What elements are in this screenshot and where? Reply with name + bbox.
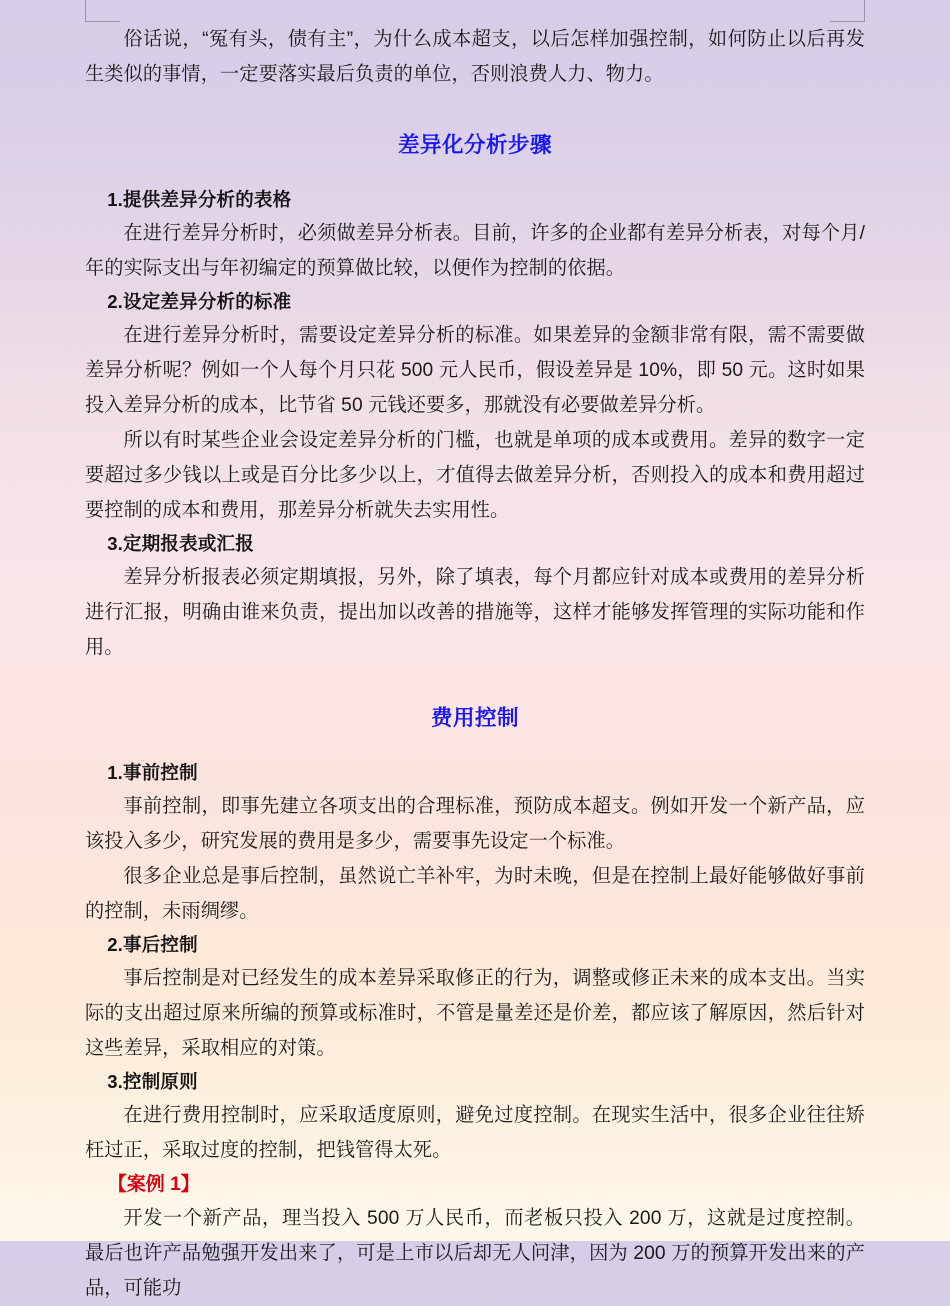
sub-heading-set-variance-standard: 2.设定差异分析的标准 (107, 291, 292, 312)
case-paragraph: 开发一个新产品，理当投入 500 万人民币，而老板只投入 200 万，这就是过度控制。最后也许产品勉强开发出来了，可是上市以后却无人问津，因为 200 万的预算开发出来的产品，可能功 (85, 1208, 865, 1299)
paragraph: 在进行差异分析时，必须做差异分析表。目前，许多的企业都有差异分析表，对每个月/年的实际支出与年初编定的预算做比较，以便作为控制的依据。 (85, 223, 865, 279)
sub-heading-periodic-report: 3.定期报表或汇报 (107, 533, 254, 554)
intro-paragraph: 俗话说，“冤有头，债有主”，为什么成本超支，以后怎样加强控制，如何防止以后再发生类似的事情，一定要落实最后负责的单位，否则浪费人力、物力。 (85, 29, 865, 85)
spacer (85, 665, 865, 701)
paragraph: 差异分析报表必须定期填报，另外，除了填表，每个月都应针对成本或费用的差异分析进行汇报，明确由谁来负责，提出加以改善的措施等，这样才能够发挥管理的实际功能和作用。 (85, 567, 865, 658)
paragraph: 很多企业总是事后控制，虽然说亡羊补牢，为时未晚，但是在控制上最好能够做好事前的控制，未雨绸缪。 (85, 866, 865, 922)
paragraph: 在进行差异分析时，需要设定差异分析的标准。如果差异的金额非常有限，需不需要做差异分析呢？例如一个人每个月只花 500 元人民币，假设差异是 10%，即 50 元。这时如果投入差异分析的成本，比节省 50 元钱还要多，那就没有必要做差异分析。 (85, 325, 865, 416)
spacer (85, 92, 865, 128)
section-heading-expense-control: 费用控制 (430, 706, 519, 730)
sub-heading-provide-variance-table: 1.提供差异分析的表格 (107, 189, 292, 210)
paragraph: 事前控制，即事先建立各项支出的合理标准，预防成本超支。例如开发一个新产品，应该投入多少，研究发展的费用是多少，需要事先设定一个标准。 (85, 796, 865, 852)
margin-mark-top-right (830, 0, 865, 22)
paragraph: 在进行费用控制时，应采取适度原则，避免过度控制。在现实生活中，很多企业往往矫枉过正，采取过度的控制，把钱管得太死。 (85, 1105, 865, 1161)
paragraph: 所以有时某些企业会设定差异分析的门槛，也就是单项的成本或费用。差异的数字一定要超过多少钱以上或是百分比多少以上，才值得去做差异分析，否则投入的成本和费用超过要控制的成本和费用，那差异分析就失去实用性。 (85, 430, 865, 521)
document-content (85, 22, 865, 1306)
margin-mark-top-left (85, 0, 120, 22)
paragraph: 事后控制是对已经发生的成本差异采取修正的行为，调整或修正未来的成本支出。当实际的支出超过原来所编的预算或标准时，不管是量差还是价差，都应该了解原因，然后针对这些差异，采取相应的对策。 (85, 968, 865, 1059)
section-heading-differential-analysis-steps: 差异化分析步骤 (397, 133, 552, 157)
sub-heading-control-principle: 3.控制原则 (107, 1071, 198, 1092)
sub-heading-pre-control: 1.事前控制 (107, 762, 198, 783)
case-label: 【案例 1】 (107, 1174, 200, 1195)
spacer (85, 162, 865, 184)
spacer (85, 735, 865, 757)
sub-heading-post-control: 2.事后控制 (107, 934, 198, 955)
